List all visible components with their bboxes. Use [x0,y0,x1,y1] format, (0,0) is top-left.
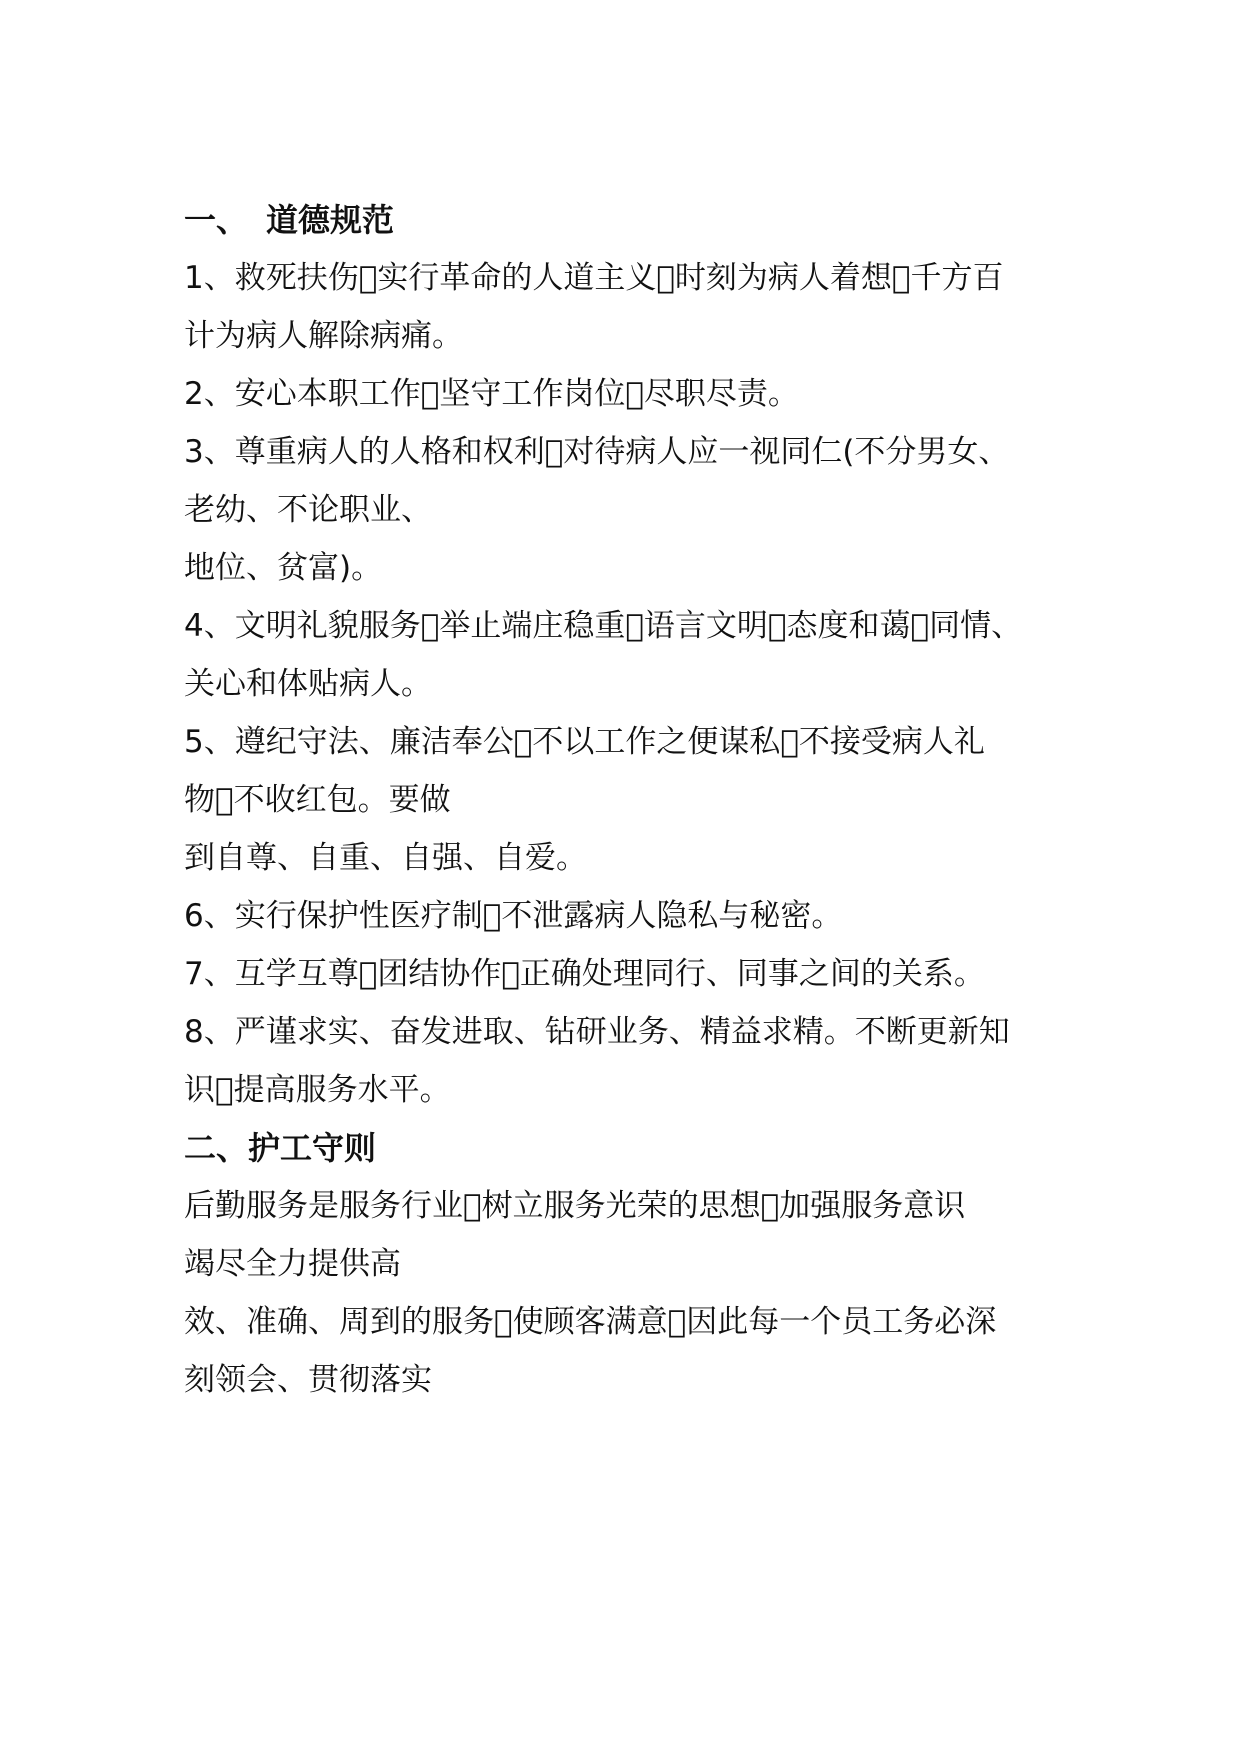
paragraph-line: 老幼、不论职业、 [184,492,432,528]
paragraph-line: 竭尽全力提供高 [184,1246,401,1282]
paragraph-line: 5、遵纪守法、廉洁奉公 不以工作之便谋私 不接受病人礼 [184,724,985,760]
section-1-number: 一、 [184,201,249,239]
paragraph-line: 计为病人解除病痛。 [184,318,463,354]
section-1-heading [184,199,1084,241]
paragraph-line: 识 提高服务水平。 [184,1072,451,1108]
paragraph-line: 3、尊重病人的人格和权利 对待病人应一视同仁(不分男女、 [184,434,1010,470]
paragraph-line: 4、文明礼貌服务 举止端庄稳重 语言文明 态度和蔼 同情、 [184,608,1023,644]
paragraph-line: 效、准确、周到的服务 使顾客满意 因此每一个员工务必深 [184,1304,997,1340]
paragraph-line: 7、互学互尊 团结协作 正确处理同行、同事之间的关系。 [184,956,985,992]
paragraph-line: 物 不收红包。要做 [184,782,451,818]
paragraph-line: 1、救死扶伤 实行革命的人道主义 时刻为病人着想 千方百 [184,260,1004,296]
paragraph-line: 后勤服务是服务行业 树立服务光荣的思想 加强服务意识 [184,1188,966,1224]
paragraph-line: 2、安心本职工作 坚守工作岗位 尽职尽责。 [184,376,799,412]
paragraph-line: 刻领会、贯彻落实 [184,1362,432,1398]
paragraph-line: 关心和体贴病人。 [184,666,432,702]
paragraph-line: 到自尊、自重、自强、自爱。 [184,840,587,876]
paragraph-line: 8、严谨求实、奋发进取、钻研业务、精益求精。不断更新知 [184,1014,1010,1050]
paragraph-line: 6、实行保护性医疗制 不泄露病人隐私与秘密。 [184,898,843,934]
section-1-title: 道德规范 [266,201,395,239]
section-2-heading: 二、护工守则 [184,1129,377,1167]
paragraph-line: 地位、贫富)。 [184,550,383,586]
